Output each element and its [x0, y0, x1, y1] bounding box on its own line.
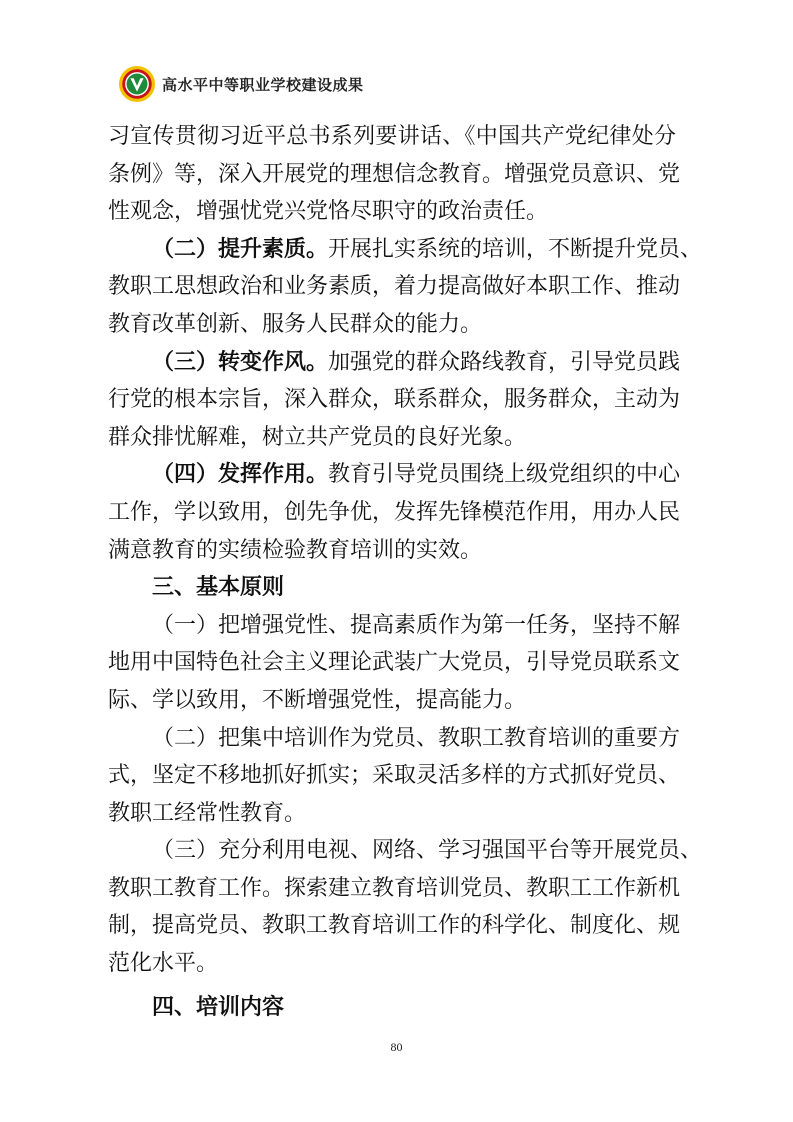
section-heading: 四、培训内容 — [152, 994, 285, 1020]
body-line: 教职工经常性教育。 — [108, 800, 307, 826]
body-line: （一）把增强党性、提高素质作为第一任务，坚持不解 — [152, 612, 681, 638]
body-line: 制，提高党员、教职工教育培训工作的科学化、制度化、规 — [108, 913, 681, 939]
body-line: 性观念，增强忧党兴党恪尽职守的政治责任。 — [108, 199, 549, 225]
body-line: 群众排忧解难，树立共产党员的良好光象。 — [108, 424, 527, 450]
body-line: （三）充分利用电视、网络、学习强国平台等开展党员、 — [152, 838, 703, 864]
body-line: 式，坚定不移地抓好抓实；采取灵活多样的方式抓好党员、 — [108, 763, 681, 789]
body-line: 际、学以致用，不断增强党性，提高能力。 — [108, 687, 527, 713]
body-line: 行党的根本宗旨，深入群众，联系群众，服务群众，主动为 — [108, 387, 681, 413]
body-line: 范化水平。 — [108, 951, 219, 977]
body-line: 地用中国特色社会主义理论武装广大党员，引导党员联系文 — [108, 650, 681, 676]
page-number: 80 — [390, 1040, 403, 1054]
body-line — [108, 231, 703, 269]
body-line: 条例》等，深入开展党的理想信念教育。增强党员意识、党 — [108, 161, 681, 187]
section-heading: 三、基本原则 — [152, 575, 285, 601]
body-line: 教育改革创新、服务人民群众的能力。 — [108, 311, 483, 337]
body-line: 教职工教育工作。探索建立教育培训党员、教职工工作新机 — [108, 875, 681, 901]
header-title: 高水平中等职业学校建设成果 — [162, 75, 364, 94]
item-lead: （三）转变作风。 — [152, 348, 329, 375]
item-text: 教育引导党员围绕上级党组织的中心 — [328, 462, 681, 488]
body-line: 习宣传贯彻习近平总书系列要讲话、《中国共产党纪律处分 — [108, 124, 676, 149]
item-text: 加强党的群众路线教育，引导党员践 — [328, 349, 681, 375]
item-text: 开展扎实系统的培训，不断提升党员、 — [328, 236, 703, 262]
school-emblem-icon — [118, 65, 156, 103]
body-line: 满意教育的实绩检验教育培训的实效。 — [108, 537, 483, 563]
body-line: 工作，学以致用，创先争优，发挥先锋模范作用，用办人民 — [108, 499, 681, 525]
body-line: （二）把集中培训作为党员、教职工教育培训的重要方 — [152, 725, 681, 751]
item-lead: （二）提升素质。 — [152, 235, 329, 262]
document-body — [108, 118, 703, 1026]
page-header — [118, 64, 364, 104]
body-line: 教职工思想政治和业务素质，着力提高做好本职工作、推动 — [108, 274, 681, 300]
item-lead: （四）发挥作用。 — [152, 461, 329, 488]
body-line — [108, 456, 681, 494]
body-line — [108, 344, 681, 382]
